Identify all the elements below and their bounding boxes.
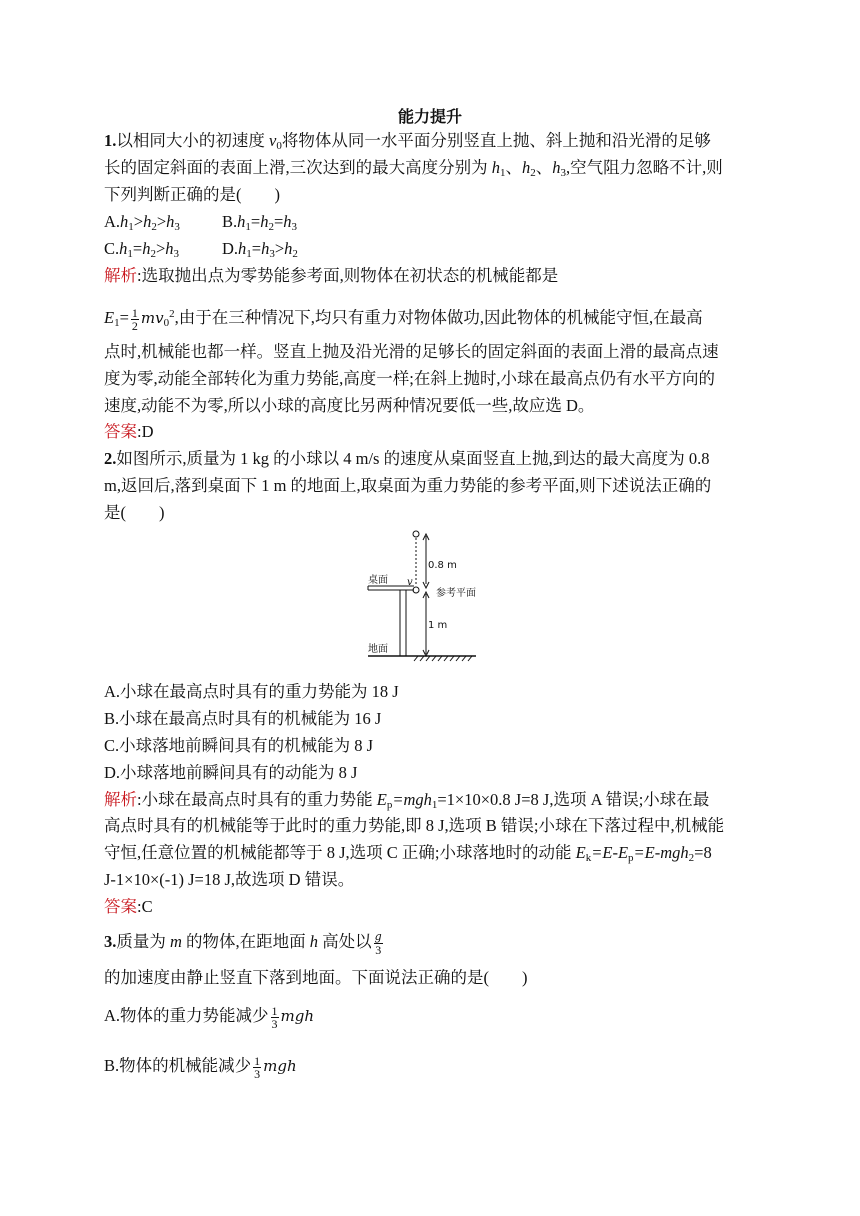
option-label: A. xyxy=(104,212,121,231)
relation: = xyxy=(250,212,261,231)
h-symbol: h xyxy=(142,239,151,258)
q1-text: ,空气阻力忽略不计,则 xyxy=(566,158,723,177)
q2-analysis-line-2: 高点时具有的机械能等于此时的重力势能,即 8 J,选项 B 错误;小球在下落过程中,机械能 xyxy=(104,816,725,835)
subscript: 2 xyxy=(530,167,536,179)
h-symbol: h xyxy=(283,212,292,231)
h-symbol: h xyxy=(166,212,175,231)
option-text: A.物体的重力势能减少 xyxy=(104,1006,269,1025)
q1-analysis-line-5: 速度,动能不为零,所以小球的高度比另两种情况要低一些,故应选 D。 xyxy=(104,396,595,415)
h-symbol: h xyxy=(237,212,246,231)
subscript: 3 xyxy=(173,248,180,260)
q3-line-2: 的加速度由静止竖直下落到地面。下面说法正确的是( ) xyxy=(104,968,528,987)
subscript: 1 xyxy=(500,167,506,179)
h-symbol: h xyxy=(491,158,500,177)
relation: > xyxy=(274,239,285,258)
analysis-label: 解析 xyxy=(104,266,137,285)
subscript: p xyxy=(386,799,393,811)
g-over-3-fraction xyxy=(374,931,383,956)
answer-label: 答案 xyxy=(104,422,137,441)
q2-line-1 xyxy=(104,447,709,471)
table-label: 桌面 xyxy=(368,575,388,586)
q1-text: 以相同大小的初速度 xyxy=(116,131,269,150)
relation: > xyxy=(133,212,144,231)
subscript: 0 xyxy=(163,317,170,329)
q1-analysis-line-4: 度为零,动能全部转化为重力势能,高度一样;在斜上抛时,小球在最高点仍有水平方向的 xyxy=(104,369,715,388)
analysis-text: ,由于在三种情况下,均只有重力对物体做功,因此物体的机械能守恒,在最高 xyxy=(174,308,703,327)
relation: > xyxy=(155,239,166,258)
q1-option-c[interactable] xyxy=(104,237,179,266)
q1-answer xyxy=(104,420,154,444)
subscript: 3 xyxy=(291,221,298,233)
separator: 、 xyxy=(535,158,553,177)
q3-text: 的物体,在距地面 xyxy=(181,932,310,951)
h-symbol: h xyxy=(552,158,561,177)
q2-number: 2. xyxy=(104,449,117,468)
q1-analysis-line-1 xyxy=(104,264,558,288)
subscript: 2 xyxy=(292,248,298,260)
one-third-fraction xyxy=(253,1055,261,1080)
q3-number: 3. xyxy=(104,932,117,951)
subscript: 2 xyxy=(268,221,274,233)
height-label-1: 0.8 m xyxy=(428,560,457,571)
numerator: 1 xyxy=(254,1053,261,1068)
analysis-label: 解析 xyxy=(104,790,137,809)
section-title: 能力提升 xyxy=(397,107,462,126)
q2-option-d[interactable]: D.小球落地前瞬间具有的动能为 8 J xyxy=(104,763,358,782)
separator: 、 xyxy=(505,158,522,177)
analysis-text: 守恒,任意位置的机械能都等于 8 J,选项 C 正确;小球落地时的动能 xyxy=(104,843,576,862)
subscript: 2 xyxy=(150,248,156,260)
q2-text: 如图所示,质量为 1 kg 的小球以 4 m/s 的速度从桌面竖直上抛,到达的最大高度为 0.8 xyxy=(116,449,710,468)
option-text: B.物体的机械能减少 xyxy=(104,1056,252,1075)
h-symbol: h xyxy=(143,212,152,231)
colon: : xyxy=(137,266,142,285)
analysis-text: 选取抛出点为零势能参考面,则物体在初状态的机械能都是 xyxy=(141,266,559,285)
relation: = xyxy=(132,239,143,258)
m-symbol: m xyxy=(170,932,182,951)
h-symbol: h xyxy=(284,239,293,258)
equals: = xyxy=(119,308,129,327)
q2-option-c[interactable]: C.小球落地前瞬间具有的机械能为 8 J xyxy=(104,736,374,755)
h-symbol: h xyxy=(522,158,531,177)
superscript: 2 xyxy=(169,308,175,320)
subscript: 3 xyxy=(560,167,566,179)
q3-option-b[interactable] xyxy=(104,1054,297,1080)
colon: : xyxy=(137,897,142,916)
q1-text: 长的固定斜面的表面上滑,三次达到的最大高度分别为 xyxy=(104,158,492,177)
q3-text: 质量为 xyxy=(116,932,170,951)
subscript: 1 xyxy=(114,317,120,329)
subscript: 2 xyxy=(151,221,157,233)
subscript: 1 xyxy=(127,248,133,260)
h-symbol: h xyxy=(120,212,129,231)
analysis-text: =8 xyxy=(694,843,712,862)
h-symbol: h xyxy=(260,212,269,231)
h-symbol: h xyxy=(238,239,247,258)
q1-text: 将物体从同一水平面分别竖直上抛、斜上抛和沿光滑的足够 xyxy=(281,131,711,150)
velocity-label: v xyxy=(407,577,413,588)
denominator: 3 xyxy=(271,1016,278,1031)
q3-option-a[interactable] xyxy=(104,1004,314,1030)
q2-analysis-line-4: J-1×10×(-1) J=18 J,故选项 D 错误。 xyxy=(104,870,355,889)
formula: =E-mgh xyxy=(633,843,689,862)
formula: =E-E xyxy=(591,843,629,862)
h-symbol: h xyxy=(165,239,174,258)
mgh-symbol: mgh xyxy=(263,1057,297,1075)
denominator: 2 xyxy=(131,318,138,333)
relation: = xyxy=(273,212,284,231)
q2-line-3: 是( ) xyxy=(104,503,165,522)
option-label: B. xyxy=(222,212,238,231)
numerator: 1 xyxy=(271,1003,278,1018)
colon: : xyxy=(137,422,142,441)
analysis-text: =1×10×0.8 J=8 J,选项 A 错误;小球在最 xyxy=(437,790,710,809)
subscript: 3 xyxy=(269,248,275,260)
mgh-symbol: mgh xyxy=(280,1007,315,1025)
answer-label: 答案 xyxy=(104,897,137,916)
one-third-fraction xyxy=(271,1005,279,1030)
q2-option-a[interactable]: A.小球在最高点时具有的重力势能为 18 J xyxy=(104,682,399,701)
answer-value: C xyxy=(141,897,153,916)
q2-analysis-line-3 xyxy=(104,841,712,870)
q2-line-2: m,返回后,落到桌面下 1 m 的地面上,取桌面为重力势能的参考平面,则下述说法正确的 xyxy=(104,476,712,495)
subscript: 1 xyxy=(431,799,438,811)
q1-number: 1. xyxy=(104,131,117,150)
ground-label: 地面 xyxy=(368,644,388,655)
denominator: 3 xyxy=(254,1066,261,1081)
denominator: 3 xyxy=(375,942,382,957)
q1-line-2 xyxy=(104,156,723,185)
height-label-2: 1 m xyxy=(428,620,448,631)
q2-answer xyxy=(104,895,153,919)
mv-symbol: mv xyxy=(140,309,164,327)
E-symbol: E xyxy=(376,790,387,809)
option-label: D. xyxy=(222,239,239,258)
analysis-text: 小球在最高点时具有的重力势能 xyxy=(141,790,377,809)
subscript: k xyxy=(585,852,592,864)
subscript: p xyxy=(628,852,634,864)
numerator: 1 xyxy=(131,305,138,320)
q1-analysis-line-2 xyxy=(104,302,703,335)
q1-analysis-line-3: 点时,机械能也都一样。竖直上抛及沿光滑的足够长的固定斜面的表面上滑的最高点速 xyxy=(104,342,719,361)
numerator: g xyxy=(374,929,382,943)
reference-plane-label: 参考平面 xyxy=(436,588,476,599)
q3-line-1 xyxy=(104,930,385,956)
q2-analysis-line-1 xyxy=(104,788,709,817)
subscript: 2 xyxy=(688,852,695,864)
colon: : xyxy=(137,790,142,809)
ball-top xyxy=(413,531,419,537)
E-symbol: E xyxy=(575,843,586,862)
subscript: 1 xyxy=(245,221,251,233)
one-half-fraction xyxy=(131,307,139,332)
option-label: C. xyxy=(104,239,120,258)
q1-line-3: 下列判断正确的是( ) xyxy=(104,185,280,204)
v0-symbol: v xyxy=(269,131,277,150)
subscript: 3 xyxy=(174,221,180,233)
subscript: 1 xyxy=(128,221,134,233)
relation: > xyxy=(156,212,167,231)
throw-diagram xyxy=(360,526,500,662)
q1-option-d[interactable] xyxy=(222,237,298,266)
h-symbol: h xyxy=(119,239,128,258)
relation: = xyxy=(251,239,262,258)
q1-line-1 xyxy=(104,129,711,158)
v0-subscript: 0 xyxy=(276,140,282,152)
subscript: 1 xyxy=(246,248,252,260)
E-symbol: E xyxy=(104,308,115,327)
q2-option-b[interactable]: B.小球在最高点时具有的机械能为 16 J xyxy=(104,709,382,728)
q1-option-b[interactable] xyxy=(222,210,297,239)
answer-value: D xyxy=(141,422,154,441)
h-symbol: h xyxy=(309,932,319,951)
q1-option-a[interactable] xyxy=(104,210,180,239)
q3-text: 高处以 xyxy=(318,932,372,951)
h-symbol: h xyxy=(261,239,270,258)
formula: =mgh xyxy=(392,790,432,809)
